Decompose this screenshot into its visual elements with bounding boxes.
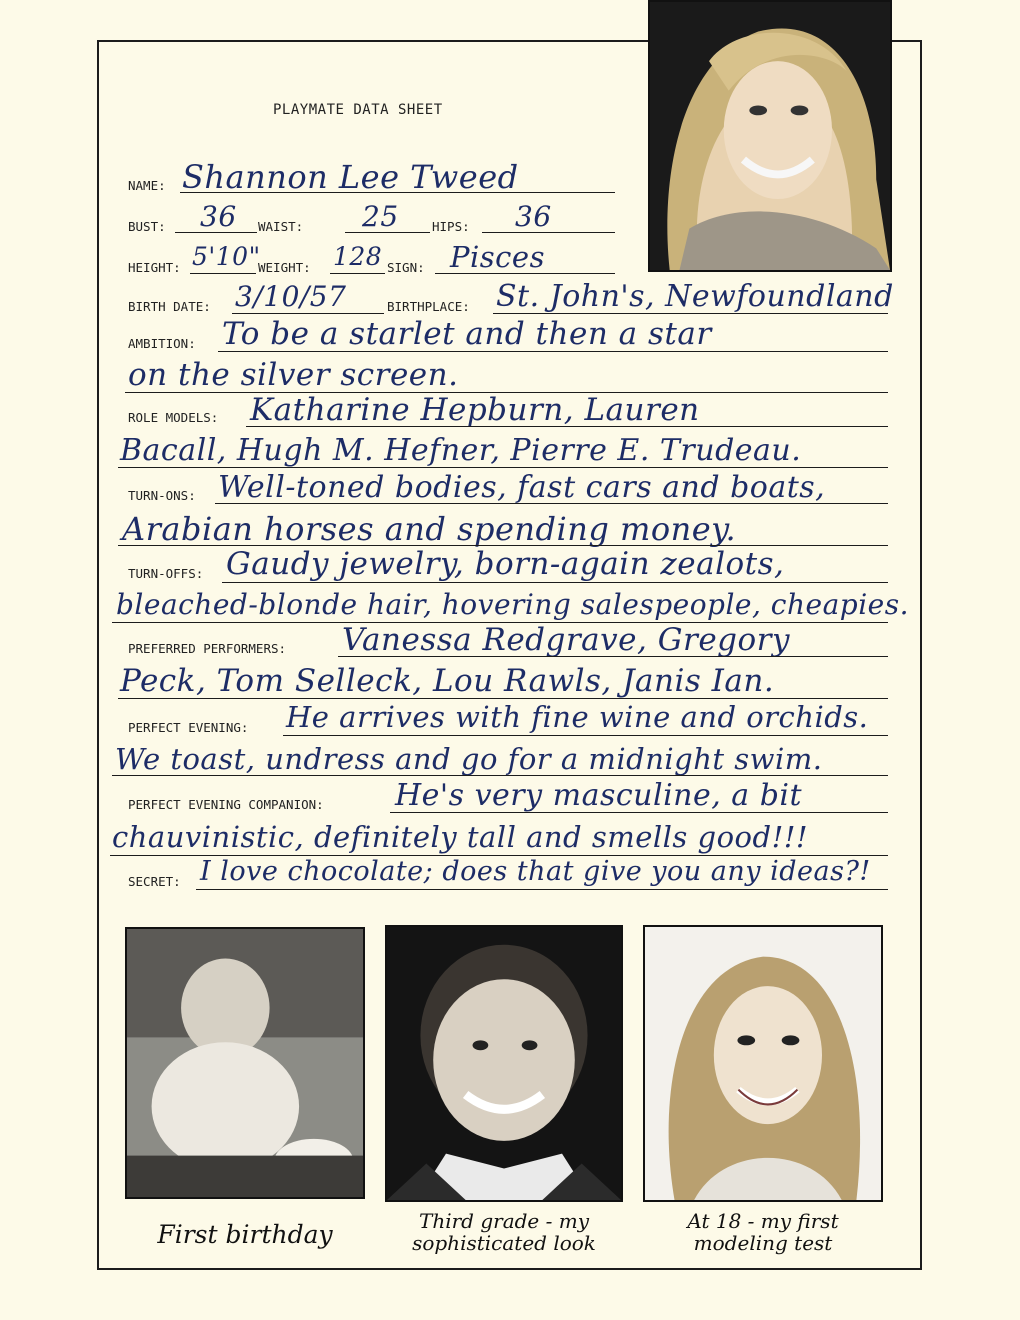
turn-ons-label: TURN-ONS: (128, 488, 196, 503)
preferred-performers-rule-1 (338, 656, 888, 657)
perfect-evening-companion-label: PERFECT EVENING COMPANION: (128, 797, 324, 812)
turn-ons-line2: Arabian horses and spending money. (122, 510, 737, 548)
ambition-line1: To be a starlet and then a star (222, 316, 712, 352)
turn-ons-rule-1 (215, 503, 888, 504)
third-grade-photo (385, 925, 623, 1202)
height-rule (190, 273, 256, 274)
first-birthday-caption-text: First birthday (157, 1220, 333, 1249)
preferred-performers-line1: Vanessa Redgrave, Gregory (342, 622, 790, 658)
turn-offs-label: TURN-OFFS: (128, 566, 204, 581)
preferred-performers-label: PREFERRED PERFORMERS: (128, 641, 287, 656)
name-rule (180, 192, 615, 193)
secret-label: SECRET: (128, 874, 181, 889)
age-18-caption (640, 1210, 886, 1254)
perfect-evening-line1: He arrives with fine wine and orchids. (286, 700, 869, 734)
birthplace-rule (493, 313, 888, 314)
weight-value: 128 (333, 242, 383, 271)
portrait-photo (648, 0, 892, 272)
role-models-rule-2 (118, 467, 888, 468)
perfect-evening-rule-1 (283, 735, 888, 736)
perfect-evening-rule-2 (112, 775, 888, 776)
turn-offs-line2: bleached-blonde hair, hovering salespeople, cheapies. (116, 588, 909, 621)
age-18-photo (643, 925, 883, 1202)
waist-value: 25 (362, 200, 399, 233)
hips-value: 36 (515, 200, 552, 233)
preferred-performers-rule-2 (118, 698, 888, 699)
age-18-caption-line1: At 18 - my first (687, 1209, 839, 1233)
sheet-title: PLAYMATE DATA SHEET (273, 102, 443, 118)
birth-date-value: 3/10/57 (235, 280, 347, 313)
name-value: Shannon Lee Tweed (182, 158, 519, 196)
waist-rule (345, 232, 430, 233)
bust-rule (175, 232, 257, 233)
hips-label: HIPS: (432, 219, 470, 234)
third-grade-caption-line2: sophisticated look (412, 1231, 596, 1255)
birthplace-label: BIRTHPLACE: (387, 299, 470, 314)
perfect-evening-companion-line1: He's very masculine, a bit (395, 778, 803, 813)
third-grade-caption-line1: Third grade - my (419, 1209, 589, 1233)
weight-label: WEIGHT: (258, 260, 311, 275)
birth-date-label: BIRTH DATE: (128, 299, 211, 314)
third-grade-caption (378, 1210, 630, 1254)
perfect-evening-companion-line2: chauvinistic, definitely tall and smells good!!! (112, 820, 809, 854)
perfect-evening-label: PERFECT EVENING: (128, 720, 249, 735)
sign-value: Pisces (450, 240, 545, 274)
name-label: NAME: (128, 178, 166, 193)
role-models-line2: Bacall, Hugh M. Hefner, Pierre E. Trudeau. (120, 433, 802, 468)
ambition-rule-1 (218, 351, 888, 352)
hips-rule (482, 232, 615, 233)
first-birthday-caption (130, 1220, 360, 1249)
waist-label: WAIST: (258, 219, 304, 234)
role-models-line1: Katharine Hepburn, Lauren (250, 392, 700, 428)
birth-date-rule (232, 313, 384, 314)
sign-label: SIGN: (387, 260, 425, 275)
turn-offs-line1: Gaudy jewelry, born-again zealots, (226, 546, 785, 582)
sign-rule (435, 273, 615, 274)
turn-offs-rule-1 (222, 582, 888, 583)
height-label: HEIGHT: (128, 260, 181, 275)
role-models-label: ROLE MODELS: (128, 410, 219, 425)
ambition-line2: on the silver screen. (128, 357, 459, 393)
turn-ons-line1: Well-toned bodies, fast cars and boats, (218, 470, 826, 505)
weight-rule (330, 273, 385, 274)
bust-value: 36 (200, 200, 237, 233)
secret-value: I love chocolate; does that give you any ideas?! (200, 856, 871, 887)
first-birthday-photo (125, 927, 365, 1199)
ambition-label: AMBITION: (128, 336, 196, 351)
birthplace-value: St. John's, Newfoundland (496, 279, 894, 314)
age-18-caption-line2: modeling test (693, 1231, 833, 1255)
role-models-rule-1 (246, 426, 888, 427)
height-value: 5'10" (192, 242, 261, 271)
perfect-evening-line2: We toast, undress and go for a midnight swim. (115, 742, 823, 776)
perfect-evening-companion-rule-1 (390, 812, 888, 813)
preferred-performers-line2: Peck, Tom Selleck, Lou Rawls, Janis Ian. (120, 663, 775, 699)
secret-rule (196, 889, 888, 890)
bust-label: BUST: (128, 219, 166, 234)
